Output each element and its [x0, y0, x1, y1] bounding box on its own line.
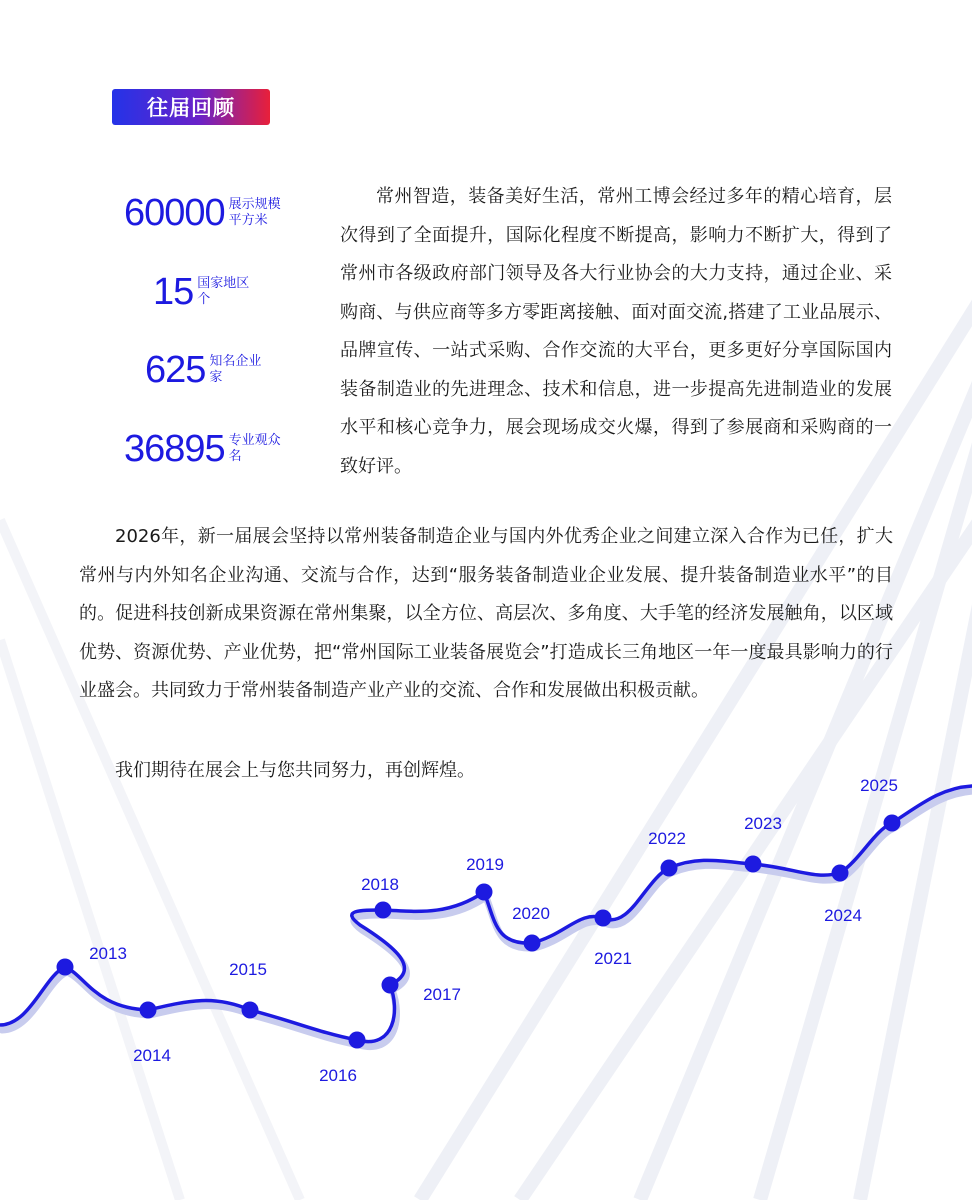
closing-paragraph: 我们期待在展会上与您共同努力，再创辉煌。 — [115, 760, 475, 781]
timeline-year-label: 2013 — [89, 944, 127, 963]
timeline-year-label: 2022 — [648, 829, 686, 848]
timeline-year-label: 2015 — [229, 960, 267, 979]
stat-unit: 平方米 — [228, 213, 268, 228]
timeline-year-label: 2021 — [594, 949, 632, 968]
stat-label: 国家地区 — [197, 276, 250, 291]
stat-exhibition-area — [124, 194, 281, 232]
stat-companies — [145, 351, 261, 389]
timeline-dot-2015 — [242, 1002, 259, 1019]
intro-paragraph: 常州智造，装备美好生活，常州工博会经过多年的精心培育，层次得到了全面提升，国际化程度不断提高，影响力不断扩大，得到了常州市各级政府部门领导及各大行业协会的大力支持，通过企业、采购商、与供应商等多方零距离接触、面对面交流,搭建了工业品展示、品牌宣传、一站式采购、合作交流的大平台，更多更好分享国际国内装备制造业的先进理念、技术和信息，进一步提高先进制造业的发展水平和核心竞争力，展会现场成交火爆，得到了参展商和采购商的一致好评。 — [340, 186, 892, 477]
stat-unit-group — [197, 276, 249, 308]
stat-label: 展示规模 — [228, 197, 281, 212]
stat-value: 36895 — [124, 428, 225, 470]
timeline-dot-2025 — [884, 815, 901, 832]
timeline-year-label: 2019 — [466, 855, 504, 874]
stat-unit-group — [229, 197, 281, 229]
timeline-dot-2016 — [349, 1032, 366, 1049]
timeline-year-label: 2025 — [860, 776, 898, 795]
stat-unit-group — [209, 354, 261, 386]
stat-unit: 家 — [209, 370, 223, 385]
stat-unit-group — [229, 433, 281, 465]
stat-unit: 个 — [197, 292, 211, 307]
goal-paragraph: 2026年，新一届展会坚持以常州装备制造企业与国内外优秀企业之间建立深入合作为已任，扩大常州与内外知名企业沟通、交流与合作，达到“服务装备制造业企业发展、提升装备制造业水平”的目的。促进科技创新成果资源在常州集聚，以全方位、高层次、多角度、大手笔的经济发展触角，以区域优势、资源优势、产业优势，把“常州国际工业装备展览会”打造成长三角地区一年一度最具影响力的行业盛会。共同致力于常州装备制造产业产业的交流、合作和发展做出积极贡献。 — [79, 526, 893, 701]
timeline-dot-2023 — [745, 856, 762, 873]
timeline-dot-2013 — [57, 959, 74, 976]
timeline-dot-2020 — [524, 935, 541, 952]
timeline-year-label: 2020 — [512, 904, 550, 923]
stat-label: 知名企业 — [209, 354, 262, 369]
stat-unit: 名 — [228, 449, 242, 464]
timeline-dot-2017 — [382, 977, 399, 994]
section-title-badge: 往届回顾 — [112, 89, 270, 125]
stat-value: 625 — [145, 349, 206, 391]
timeline-dot-2021 — [595, 910, 612, 927]
stat-visitors — [124, 430, 281, 468]
timeline-dot-2014 — [140, 1002, 157, 1019]
stat-countries — [153, 273, 249, 311]
stat-value: 15 — [153, 271, 194, 313]
stat-label: 专业观众 — [228, 433, 281, 448]
timeline-year-label: 2023 — [744, 814, 782, 833]
timeline-year-label: 2016 — [319, 1066, 357, 1085]
timeline-dot-2018 — [375, 902, 392, 919]
timeline-dot-2019 — [476, 884, 493, 901]
timeline-dot-2022 — [661, 860, 678, 877]
timeline-dot-2024 — [832, 865, 849, 882]
timeline-year-label: 2024 — [824, 906, 862, 925]
timeline-year-label: 2014 — [133, 1046, 171, 1065]
stat-value: 60000 — [124, 192, 225, 234]
timeline-year-label: 2017 — [423, 985, 461, 1004]
timeline-year-label: 2018 — [361, 875, 399, 894]
